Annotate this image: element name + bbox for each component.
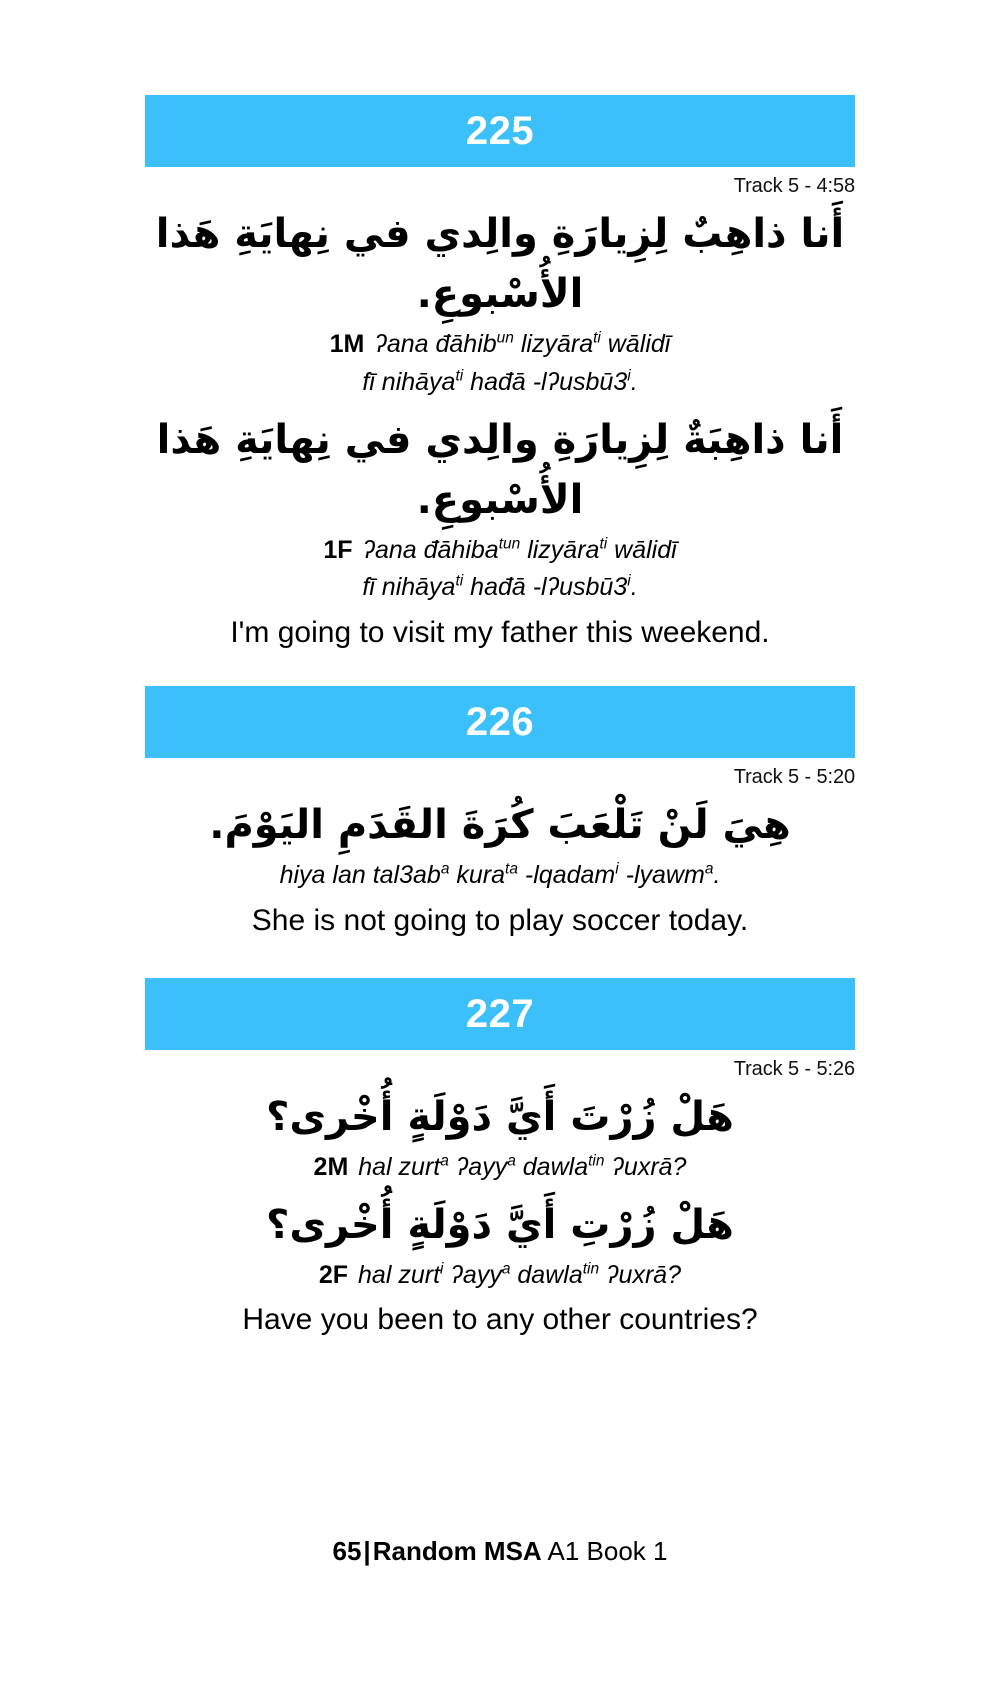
translit-case-ending: i xyxy=(627,572,631,590)
translit-text: -lqadam xyxy=(517,861,616,889)
translit-text: lizyāra xyxy=(513,330,594,358)
track-reference: Track 5 - 5:26 xyxy=(733,1057,855,1080)
transliteration-line xyxy=(145,859,855,893)
footer-page-number: 65 xyxy=(332,1536,362,1566)
gender-marker: 2F xyxy=(318,1260,356,1289)
footer-brand: Random MSA xyxy=(372,1536,542,1566)
translit-text: . xyxy=(630,573,638,602)
transliteration-line xyxy=(145,1259,855,1293)
translit-text: wālidī xyxy=(600,330,671,358)
track-reference: Track 5 - 4:58 xyxy=(733,175,855,197)
entry xyxy=(145,978,855,1340)
entry-header xyxy=(145,978,855,1050)
transliteration-line xyxy=(145,1151,855,1185)
translit-text: hal zurt xyxy=(358,1260,441,1289)
translit-text: wālidī xyxy=(607,535,677,564)
translit-text: -lyawm xyxy=(618,861,705,889)
transliteration-line xyxy=(145,534,855,568)
english-translation: She is not going to play soccer today. xyxy=(251,903,749,937)
translit-case-ending: a xyxy=(704,860,714,878)
translit-text: ʔuxrā? xyxy=(599,1260,682,1289)
translit-case-ending: ti xyxy=(599,535,608,553)
entry-number: 225 xyxy=(465,109,535,153)
gender-marker: 2M xyxy=(313,1152,356,1181)
translit-case-ending: tun xyxy=(498,535,521,553)
page xyxy=(0,95,1000,1695)
translit-text: fī nihāya xyxy=(362,573,456,602)
translit-text: ʔayy xyxy=(448,1152,508,1181)
translit-text: ʔana đāhiba xyxy=(362,535,499,564)
translit-case-ending: ti xyxy=(593,329,601,347)
transliteration-line xyxy=(145,328,855,362)
english-translation: I'm going to visit my father this weekend. xyxy=(230,616,770,649)
translit-text: hal zurt xyxy=(358,1152,441,1181)
translit-case-ending: ti xyxy=(455,572,464,590)
gender-marker: 1F xyxy=(323,535,360,564)
translit-text: kura xyxy=(449,861,506,889)
translit-case-ending: tin xyxy=(588,1152,605,1170)
translit-text: ʔayy xyxy=(443,1260,502,1289)
footer-separator: | xyxy=(363,1536,371,1566)
entry xyxy=(145,686,855,940)
entry-number: 226 xyxy=(465,700,535,744)
translit-case-ending: tin xyxy=(582,1260,600,1278)
translit-text: hiya lan tal3ab xyxy=(279,861,441,889)
translit-case-ending: ti xyxy=(455,367,464,385)
translit-case-ending: i xyxy=(627,367,631,385)
entry xyxy=(145,95,855,652)
transliteration-line xyxy=(145,571,855,605)
page-footer xyxy=(0,1536,1000,1567)
translit-text: . xyxy=(630,367,638,396)
translit-text: lizyāra xyxy=(520,535,600,564)
english-translation: Have you been to any other countries? xyxy=(242,1303,758,1337)
translit-case-ending: ta xyxy=(505,860,518,878)
translit-case-ending: un xyxy=(496,329,514,347)
arabic-sentence: هَلْ زُرْتِ أَيَّ دَوْلَةٍ أُخْرى؟ xyxy=(266,1201,734,1248)
translit-case-ending: a xyxy=(440,860,450,878)
entry-header xyxy=(145,686,855,758)
translit-text: . xyxy=(713,861,721,889)
translit-case-ending: i xyxy=(440,1260,444,1278)
track-reference: Track 5 - 5:20 xyxy=(733,766,855,788)
entry-number: 227 xyxy=(465,991,535,1036)
translit-case-ending: i xyxy=(615,860,619,878)
translit-text: hađā -lʔusbū3 xyxy=(463,573,628,602)
arabic-sentence: أَنا ذاهِبَةٌ لِزِيارَةِ والِدي في نِهايَةِ هَذا الأُسْبوعِ. xyxy=(156,416,844,523)
arabic-sentence: أَنا ذاهِبٌ لِزِيارَةِ والِدي في نِهايَةِ هَذا الأُسْبوعِ. xyxy=(155,211,845,317)
translit-text: ʔuxrā? xyxy=(604,1152,687,1181)
arabic-sentence: هِيَ لَنْ تَلْعَبَ كُرَةَ القَدَمِ اليَوْمَ. xyxy=(209,802,791,848)
translit-text: dawla xyxy=(510,1260,583,1289)
translit-text: hađā -lʔusbū3 xyxy=(463,367,628,396)
entry-header xyxy=(145,95,855,167)
transliteration-line xyxy=(145,366,855,400)
translit-text: fī nihāya xyxy=(362,367,456,396)
footer-book-label: A1 Book 1 xyxy=(547,1536,668,1566)
translit-case-ending: a xyxy=(507,1152,516,1170)
gender-marker: 1M xyxy=(329,330,372,358)
entry-list xyxy=(145,95,855,1339)
translit-text: ʔana đāhib xyxy=(374,330,497,358)
translit-case-ending: a xyxy=(501,1260,511,1278)
arabic-sentence: هَلْ زُرْتَ أَيَّ دَوْلَةٍ أُخْرى؟ xyxy=(266,1093,734,1140)
translit-text: dawla xyxy=(515,1152,589,1181)
translit-case-ending: a xyxy=(440,1152,449,1170)
